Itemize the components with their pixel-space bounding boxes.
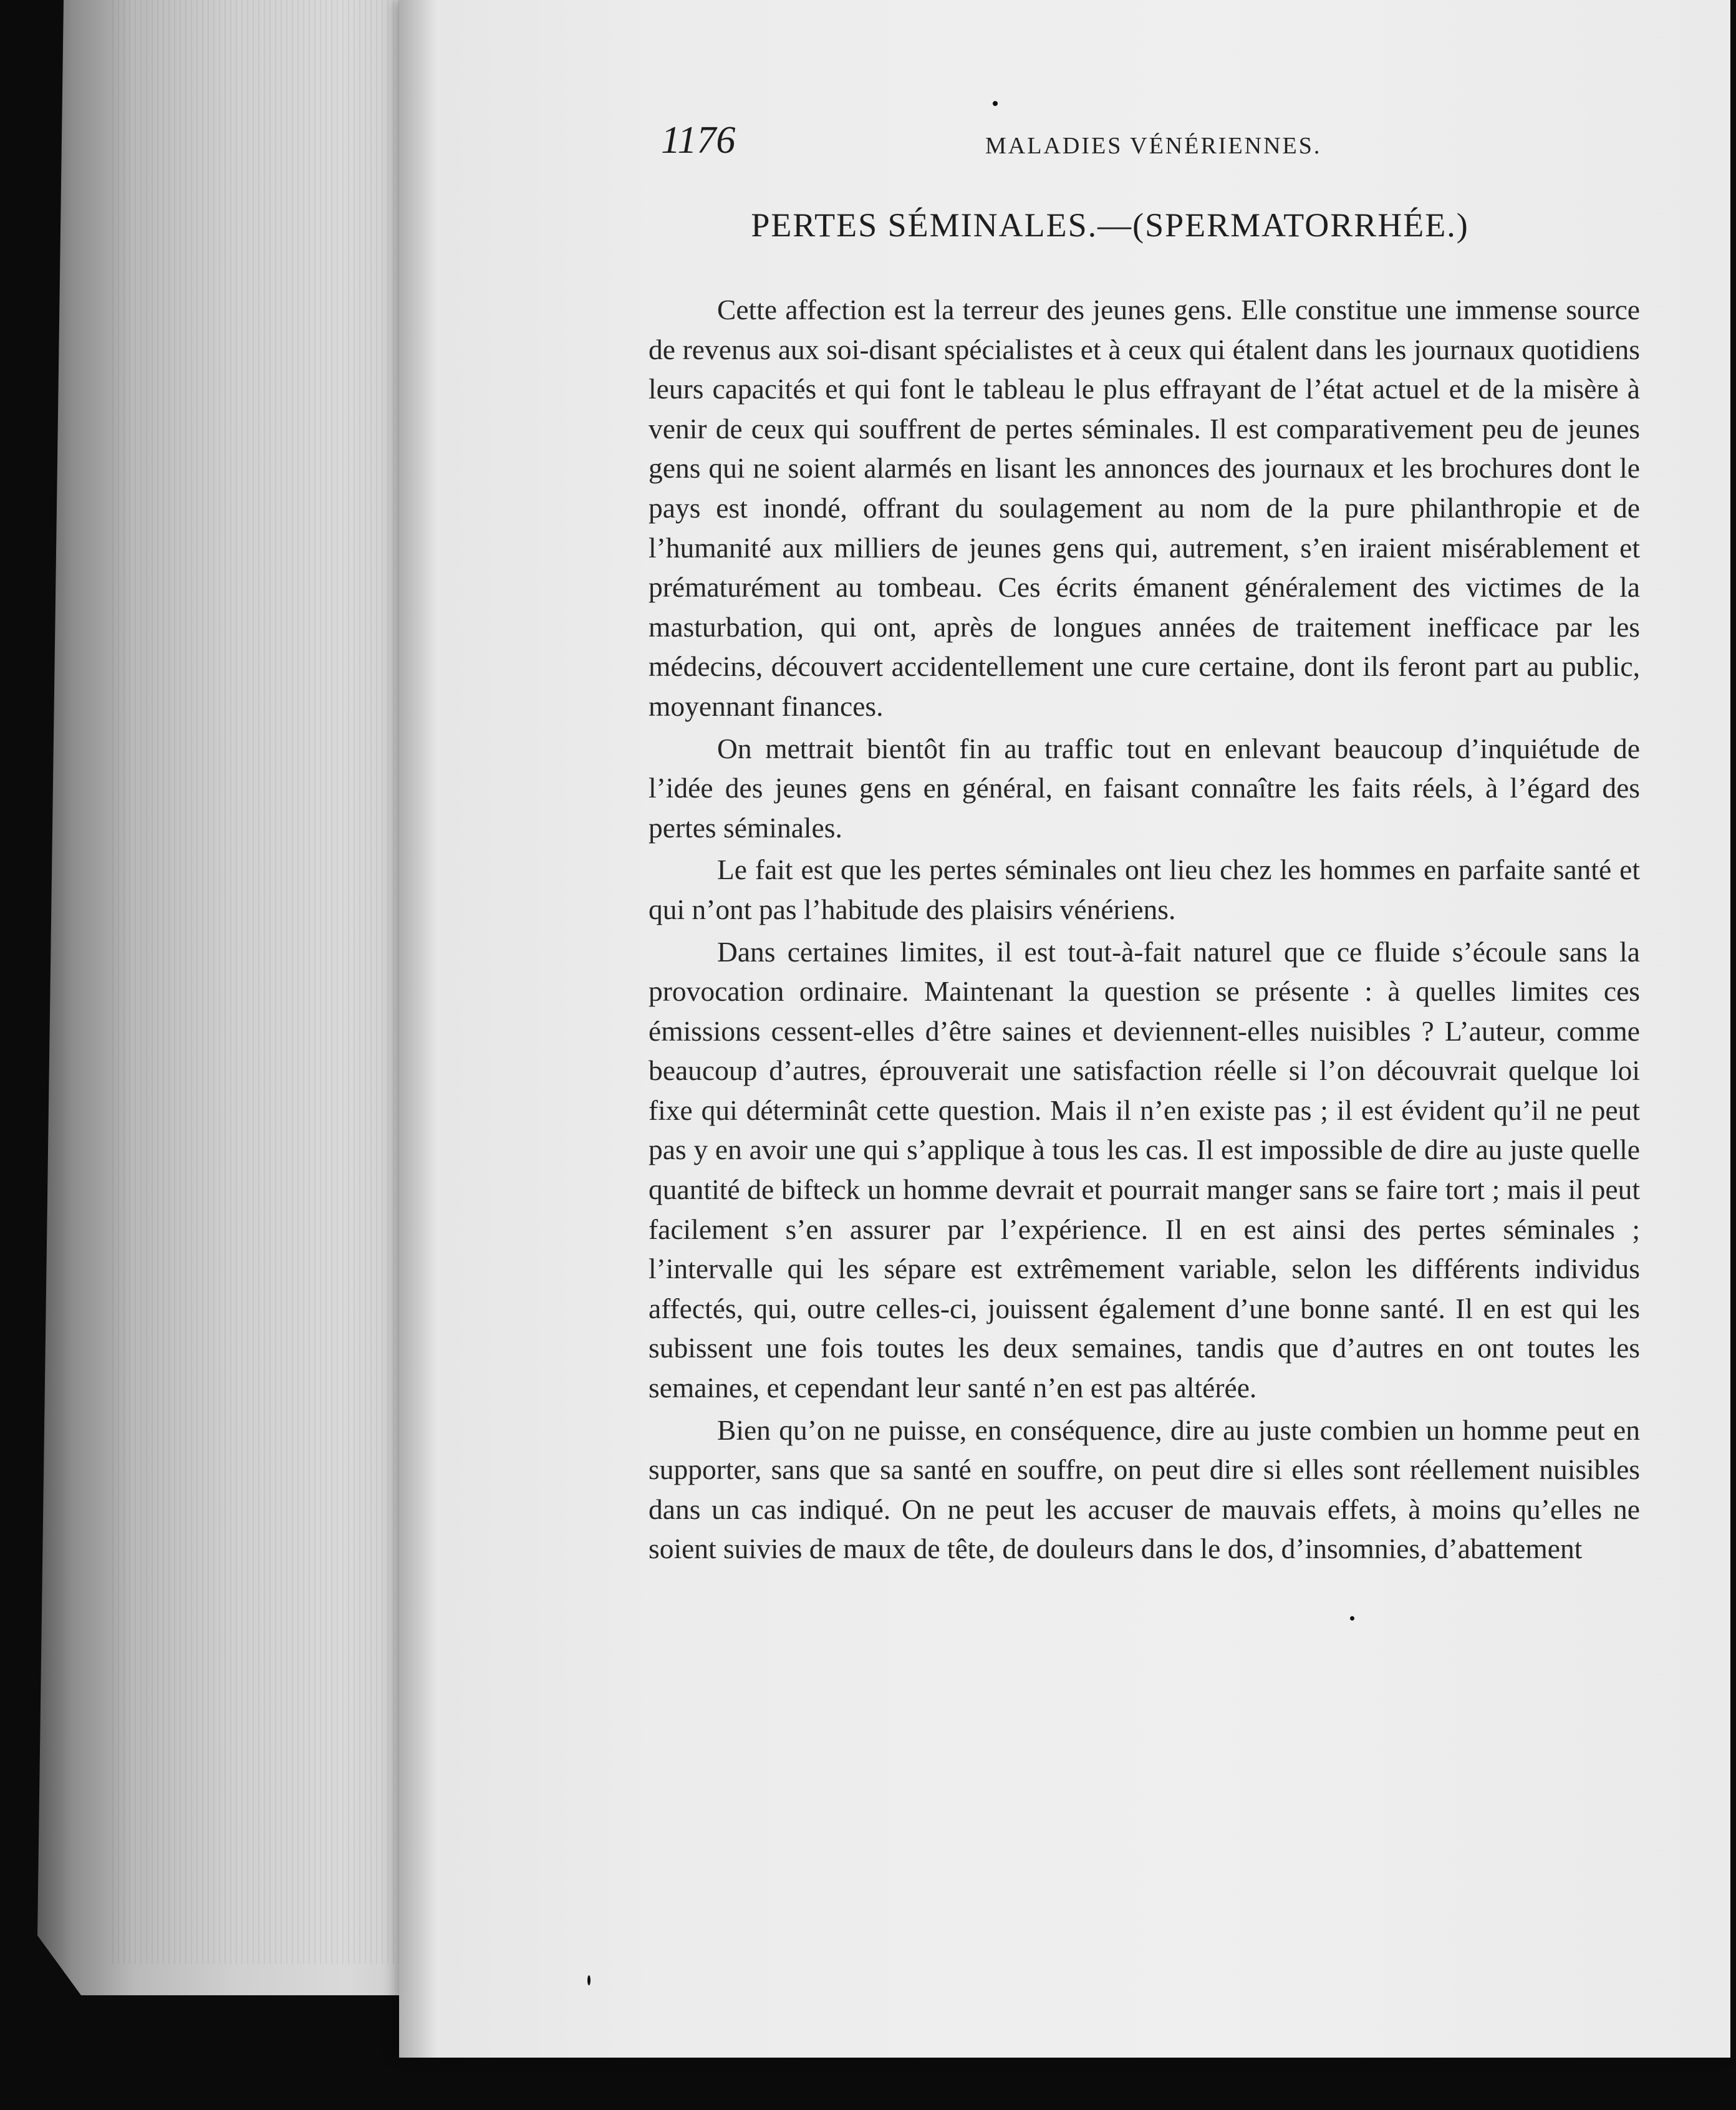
section-title: PERTES SÉMINALES.—(SPERMATORRHÉE.) bbox=[751, 206, 1469, 244]
running-head bbox=[661, 118, 1384, 168]
scan-speck bbox=[993, 101, 998, 106]
scan-speck bbox=[1350, 1616, 1354, 1621]
paragraph: On mettrait bientôt fin au traffic tout en enlevant beaucoup d’inquiétude de l’idée des jeunes gens en général, en faisant connaître les faits réels, à l’égard des pertes séminales. bbox=[649, 732, 1640, 844]
running-title: MALADIES VÉNÉRIENNES. bbox=[985, 133, 1322, 159]
paragraph: Bien qu’on ne puisse, en conséquence, dire au juste combien un homme peut en supporter, sans que sa santé en souffre, on peut dire si elles sont réellement nuisibles dans un cas indiqué. On ne peut les accuser de mauvais effets, à moins qu’elles ne soient suivies de maux de tête, de douleurs dans le dos, d’insomnies, d’abattement bbox=[649, 1414, 1640, 1565]
page-edge-texture bbox=[112, 0, 412, 1964]
paragraph: Cette affection est la terreur des jeunes gens. Elle constitue une immense source de revenus aux soi-disant spécialistes et à ceux qui étalent dans les journaux quotidiens leurs capacités et qui font le tableau le plus effrayant de l’état actuel et de la misère à venir de ceux qui souffrent de pertes séminales. Il est comparativement peu de jeunes gens qui ne soient alarmés en lisant les annonces des journaux et les brochures dont le pays est inondé, offrant du soulagement au nom de la pure philanthropie et de l’humanité aux milliers de jeunes gens qui, autrement, s’en iraient misérablement et prématurément au tombeau. Ces écrits émanent généralement des victimes de la masturbation, qui ont, après de longues années de traitement inefficace par les médecins, découvert accidentellement une cure certaine, dont ils feront part au public, moyennant finances. bbox=[649, 294, 1640, 722]
body-text bbox=[649, 290, 1640, 1569]
page-number: 1176 bbox=[661, 119, 736, 161]
paragraph: Le fait est que les pertes séminales ont lieu chez les hommes en parfaite santé et qui n’ont pas l’habitude des plaisirs vénériens. bbox=[649, 854, 1640, 925]
paragraph: Dans certaines limites, il est tout-à-fait naturel que ce fluide s’écoule sans la provocation ordinaire. Maintenant la question se présente : à quelles limites ces émissions cessent-elles d’être saines et deviennent-elles nuisibles ? L’auteur, comme beaucoup d’autres, éprouverait une satisfaction réelle si l’on découvrait quelque loi fixe qui déterminât cette question. Mais il n’en existe pas ; il est évident qu’il ne peut pas y en avoir une qui s’applique à tous les cas. Il est impossible de dire au juste quelle quantité de bifteck un homme devrait et pourrait manger sans se faire tort ; mais il peut facilement s’en assurer par l’expérience. Il en est ainsi des pertes séminales ; l’intervalle qui les sépare est extrêmement variable, selon les différents individus affectés, qui, outre celles-ci, jouissent également d’une bonne santé. Il en est qui les subissent une fois toutes les deux semaines, tandis que d’autres en ont toutes les semaines, et cependant leur santé n’en est pas altérée. bbox=[649, 935, 1640, 1404]
scan-speck bbox=[587, 1975, 591, 1985]
page-gutter-shadow bbox=[399, 0, 436, 2058]
